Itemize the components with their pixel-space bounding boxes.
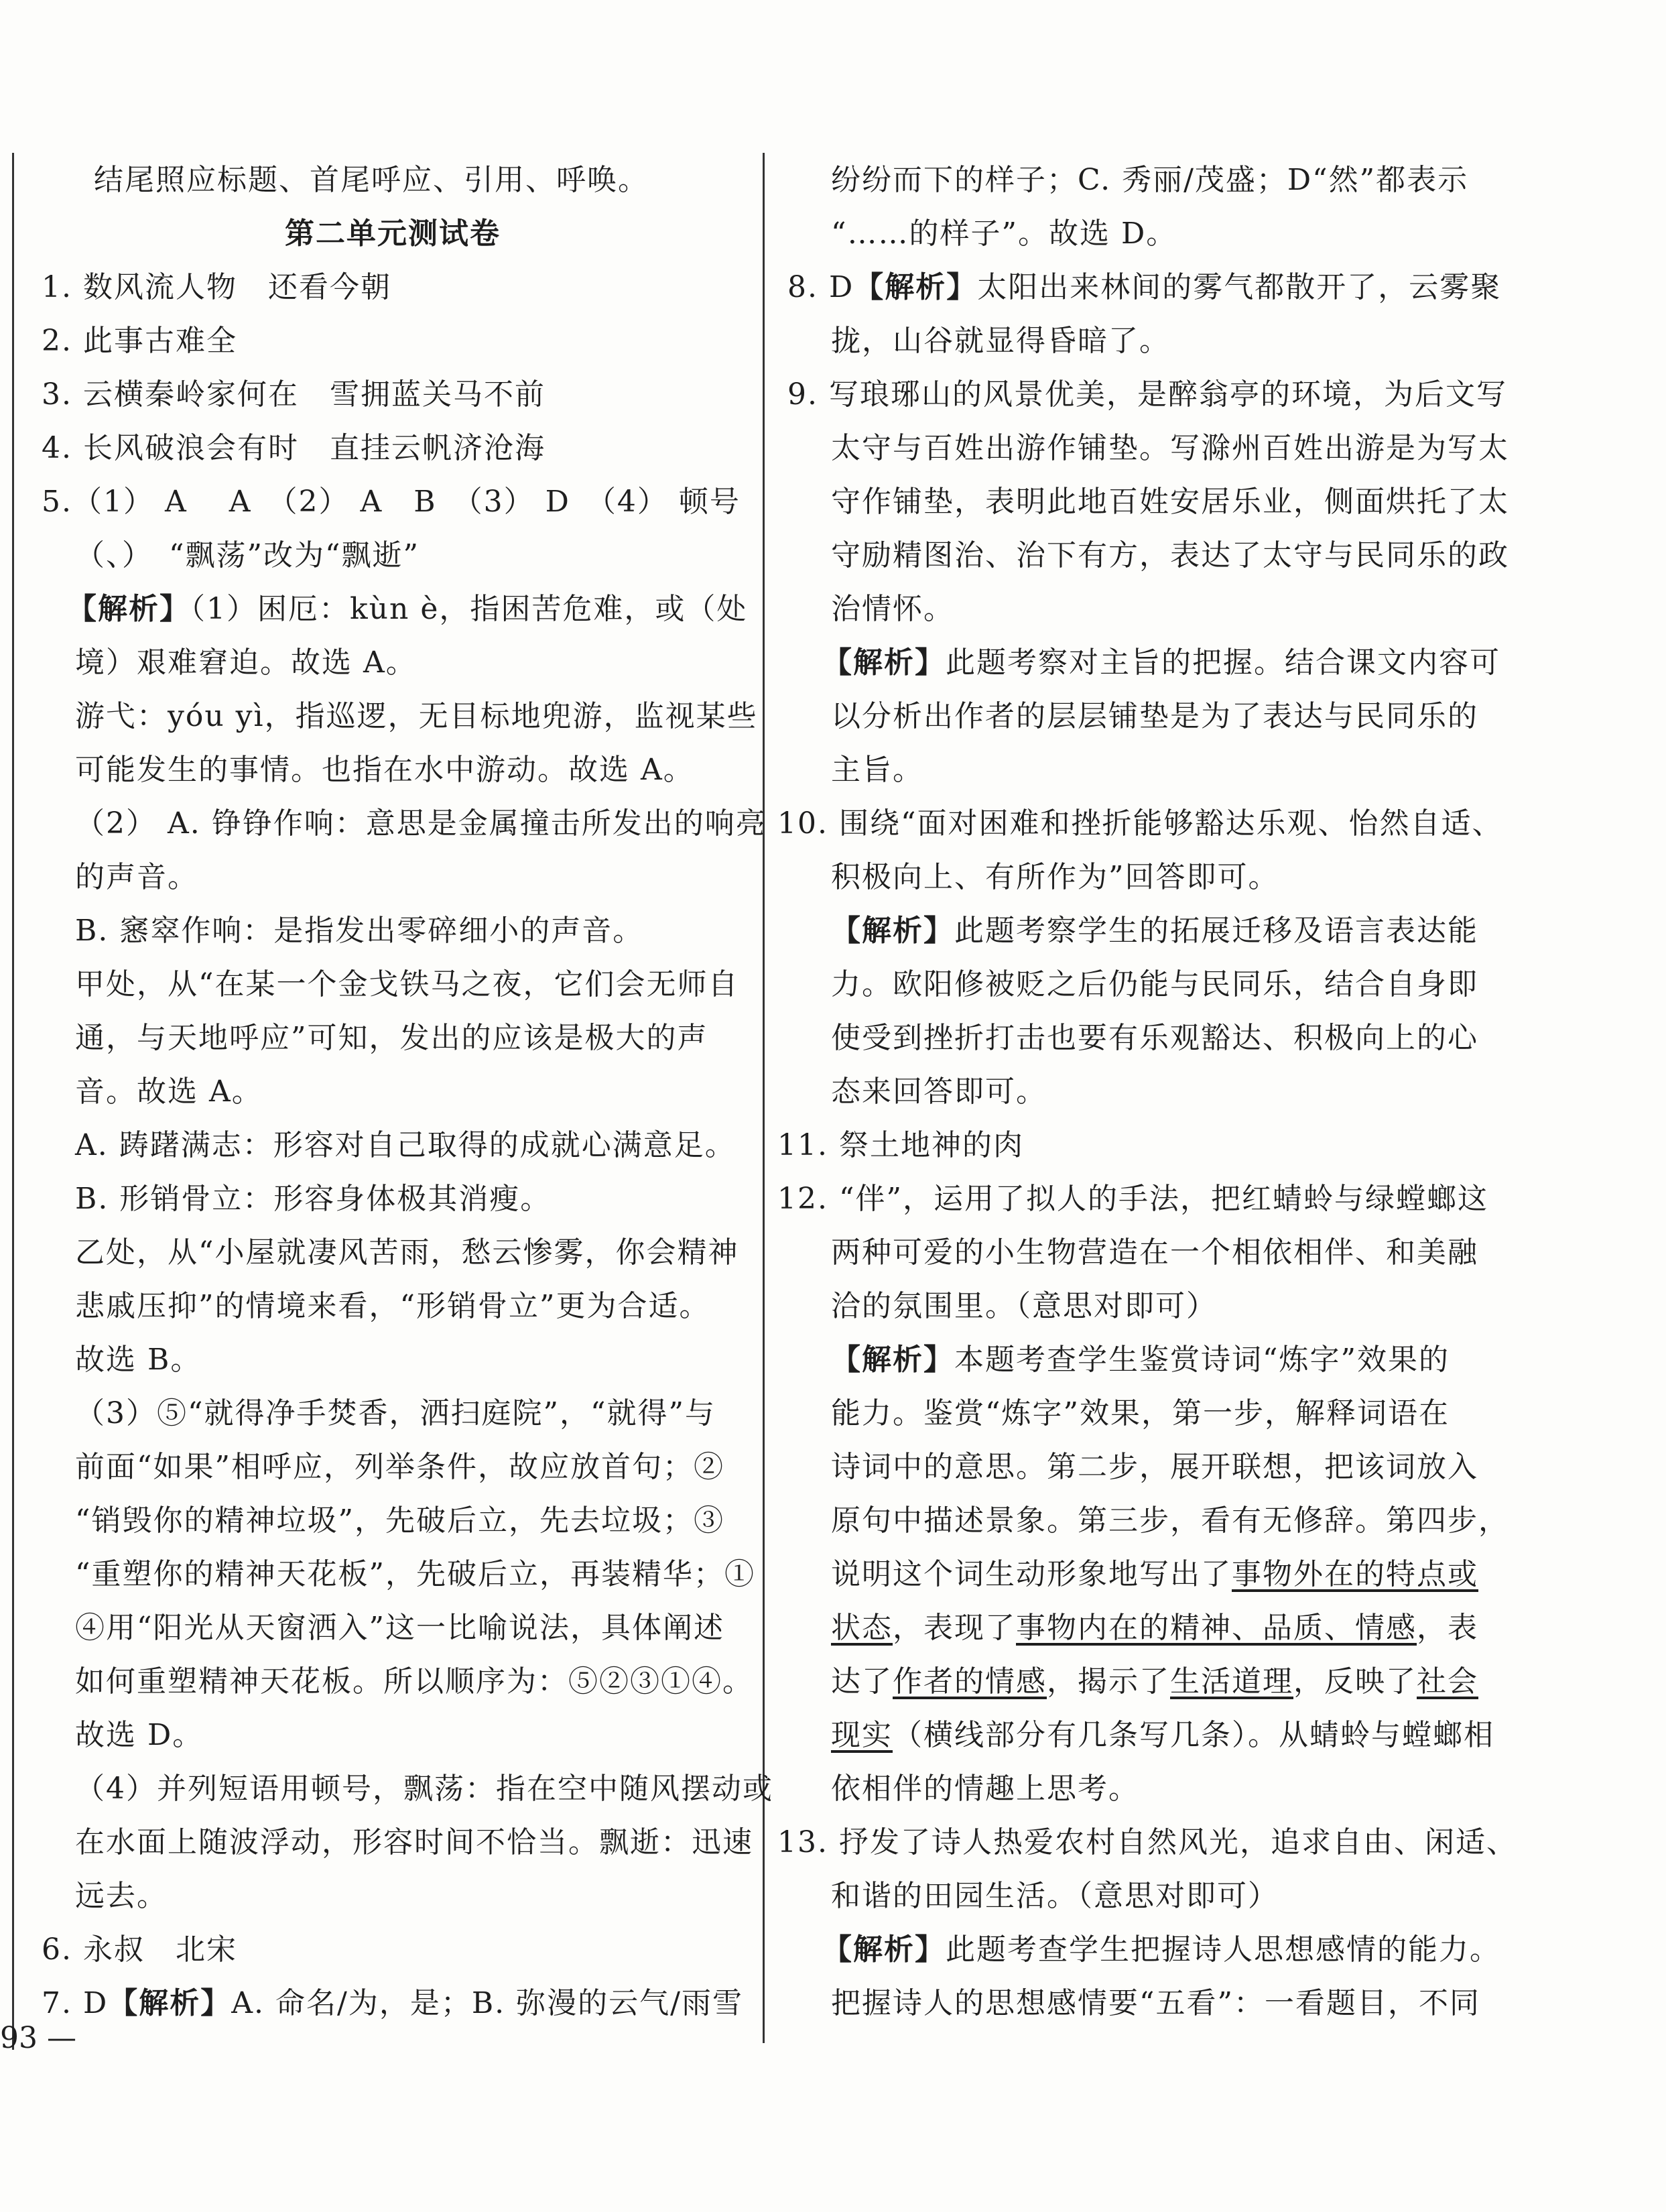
answer-4: 4. 长风破浪会有时 直挂云帆济沧海: [42, 431, 546, 465]
text-line: 使受到挫折打击也要有乐观豁达、积极向上的心: [831, 1021, 1478, 1055]
text-line: B. 形销骨立：形容身体极其消瘦。: [75, 1182, 552, 1216]
text-line: 太守与百姓出游作铺垫。写滁州百姓出游是为写太: [831, 431, 1509, 465]
text-line: 悲戚压抑”的情境来看，“形销骨立”更为合适。: [75, 1289, 710, 1323]
text-span: 太阳出来林间的雾气都散开了，云雾聚: [977, 270, 1502, 304]
text-line: 境）艰难窘迫。故选 A。: [75, 646, 417, 680]
analysis-tag: 【解析】: [822, 646, 946, 680]
text-span: 此题考查学生把握诗人思想感情的能力。: [946, 1932, 1500, 1967]
underlined-phrase: 社会: [1417, 1664, 1478, 1699]
text-span: （横线部分有几条写几条）。从蜻蛉与螳螂相: [893, 1718, 1494, 1752]
answer-8: [787, 267, 1501, 308]
text-span: ，反映了: [1293, 1664, 1417, 1699]
analysis-tag: 【解析】: [822, 1932, 946, 1967]
text-line: 故选 B。: [75, 1343, 202, 1377]
underlined-phrase: 生活道理: [1170, 1664, 1293, 1699]
text-line: 乙处，从“小屋就凄风苦雨，愁云惨雾，你会精神: [75, 1235, 739, 1270]
text-line: 和谐的田园生活。（意思对即可）: [831, 1879, 1279, 1913]
section-title: 第二单元测试卷: [285, 217, 501, 251]
underlined-phrase: 事物外在的特点或: [1232, 1557, 1478, 1591]
text-span: 达了: [831, 1664, 893, 1699]
text-span: 此题考察对主旨的把握。结合课文内容可: [946, 646, 1500, 680]
answer-1: 1. 数风流人物 还看今朝: [42, 270, 391, 304]
answer-10: 10. 围绕“面对困难和挫折能够豁达乐观、怡然自适、: [777, 806, 1503, 841]
text-line: “销毁你的精神垃圾”，先破后立，先去垃圾；③: [75, 1503, 724, 1538]
analysis-tag: 【解析】: [67, 592, 190, 626]
text-line: 前面“如果”相呼应，列举条件，故应放首句；②: [75, 1450, 724, 1484]
text-line: 拢，山谷就显得昏暗了。: [831, 324, 1170, 358]
text-span: 7. D: [42, 1986, 109, 2020]
underlined-phrase: 作者的情感: [893, 1664, 1047, 1699]
text-line: B. 窸窣作响：是指发出零碎细小的声音。: [75, 914, 644, 948]
answer-13: 13. 抒发了诗人热爱农村自然风光，追求自由、闲适、: [777, 1825, 1517, 1859]
underlined-phrase: 现实: [831, 1718, 893, 1752]
text-line: 态来回答即可。: [831, 1074, 1047, 1109]
answer-2: 2. 此事古难全: [42, 324, 237, 358]
text-line: 纷纷而下的样子；C. 秀丽/茂盛；D“然”都表示: [831, 163, 1469, 197]
answer-7: [42, 1983, 743, 2024]
text-span: ，表现了: [893, 1611, 1016, 1645]
answer-6: 6. 永叔 北宋: [42, 1932, 237, 1967]
text-line: 以分析出作者的层层铺垫是为了表达与民同乐的: [831, 699, 1478, 733]
answer-5: 5.（1） A A （2） A B （3） D （4） 顿号: [42, 485, 741, 519]
text-line: A. 踌躇满志：形容对自己取得的成就心满意足。: [75, 1128, 736, 1162]
text-line: [831, 1715, 1494, 1756]
text-line: 能力。鉴赏“炼字”效果，第一步，解释词语在: [831, 1396, 1450, 1430]
text-span: 说明这个词生动形象地写出了: [831, 1557, 1232, 1591]
text-line: [831, 1607, 1478, 1649]
text-line: 游弋：yóu yì，指巡逻，无目标地兜游，监视某些: [75, 699, 758, 733]
text-span: ，表: [1417, 1611, 1478, 1645]
text-line: 力。欧阳修被贬之后仍能与民同乐，结合自身即: [831, 967, 1478, 1001]
text-line: 的声音。: [75, 860, 198, 894]
text-span: ，揭示了: [1047, 1664, 1170, 1699]
analysis-tag: 【解析】: [108, 1986, 232, 2020]
text-line: 守励精图治、治下有方，表达了太守与民同乐的政: [831, 538, 1509, 572]
text-line: [831, 1554, 1478, 1595]
text-line: 治情怀。: [831, 592, 954, 626]
analysis-tag: 【解析】: [831, 914, 954, 948]
text-line: 如何重塑精神天花板。所以顺序为：⑤②③①④。: [75, 1664, 753, 1699]
text-line: [822, 642, 1500, 684]
text-line: ④用“阳光从天窗洒入”这一比喻说法，具体阐述: [75, 1611, 724, 1645]
text-line: 远去。: [75, 1879, 168, 1913]
answer-12: 12. “伴”，运用了拟人的手法，把红蜻蛉与绿螳螂这: [777, 1182, 1488, 1216]
page-number: 93 —: [0, 2021, 76, 2055]
answer-11: 11. 祭土地神的肉: [777, 1128, 1024, 1162]
text-line: [822, 1929, 1500, 1971]
text-line: 诗词中的意思。第二步，展开联想，把该词放入: [831, 1450, 1478, 1484]
text-span: （1）困厄：kùn è，指困苦危难，或（处: [190, 592, 748, 626]
text-line: “……的样子”。故选 D。: [831, 217, 1177, 251]
text-line: 两种可爱的小生物营造在一个相依相伴、和美融: [831, 1235, 1478, 1270]
text-line: “重塑你的精神天花板”，先破后立，再装精华；①: [75, 1557, 755, 1591]
text-line: [67, 589, 747, 630]
text-line: 把握诗人的思想感情要“五看”：一看题目，不同: [831, 1986, 1480, 2020]
underlined-phrase: 状态: [831, 1611, 893, 1645]
text-line: （、） “飘荡”改为“飘逝”: [75, 538, 420, 572]
text-line: 在水面上随波浮动，形容时间不恰当。飘逝：迅速: [75, 1825, 753, 1859]
text-line: 原句中描述景象。第三步，看有无修辞。第四步，: [831, 1503, 1509, 1538]
analysis-tag: 【解析】: [854, 270, 978, 304]
text-line: 通，与天地呼应”可知，发出的应该是极大的声: [75, 1021, 708, 1055]
text-line: 可能发生的事情。也指在水中游动。故选 A。: [75, 753, 694, 787]
underlined-phrase: 事物内在的精神、品质、情感: [1016, 1611, 1417, 1645]
text-line: （3）⑤“就得净手焚香，洒扫庭院”，“就得”与: [75, 1396, 716, 1430]
text-span: 8. D: [787, 270, 854, 304]
text-span: 此题考察学生的拓展迁移及语言表达能: [954, 914, 1478, 948]
text-line: 结尾照应标题、首尾呼应、引用、呼唤。: [94, 163, 649, 197]
text-line: [831, 1339, 1450, 1381]
text-line: 甲处，从“在某一个金戈铁马之夜，它们会无师自: [75, 967, 739, 1001]
text-line: 故选 D。: [75, 1718, 204, 1752]
left-margin-rule: [12, 153, 14, 2050]
text-line: 守作铺垫，表明此地百姓安居乐业，侧面烘托了太: [831, 485, 1509, 519]
text-line: （2） A. 铮铮作响：意思是金属撞击所发出的响亮: [75, 806, 767, 841]
text-line: [831, 1661, 1478, 1703]
text-line: 音。故选 A。: [75, 1074, 263, 1109]
text-line: 积极向上、有所作为”回答即可。: [831, 860, 1279, 894]
column-divider: [763, 153, 765, 2043]
text-span: 本题考查学生鉴赏诗词“炼字”效果的: [954, 1343, 1450, 1377]
text-line: 依相伴的情趣上思考。: [831, 1772, 1139, 1806]
text-line: （4）并列短语用顿号，飘荡：指在空中随风摆动或: [75, 1772, 773, 1806]
text-line: 主旨。: [831, 753, 923, 787]
text-span: A. 命名/为，是；B. 弥漫的云气/雨雪: [231, 1986, 743, 2020]
answer-9: 9. 写琅琊山的风景优美，是醉翁亭的环境，为后文写: [787, 377, 1507, 412]
answer-3: 3. 云横秦岭家何在 雪拥蓝关马不前: [42, 377, 546, 412]
analysis-tag: 【解析】: [831, 1343, 954, 1377]
text-line: [831, 910, 1478, 952]
text-line: 洽的氛围里。（意思对即可）: [831, 1289, 1217, 1323]
